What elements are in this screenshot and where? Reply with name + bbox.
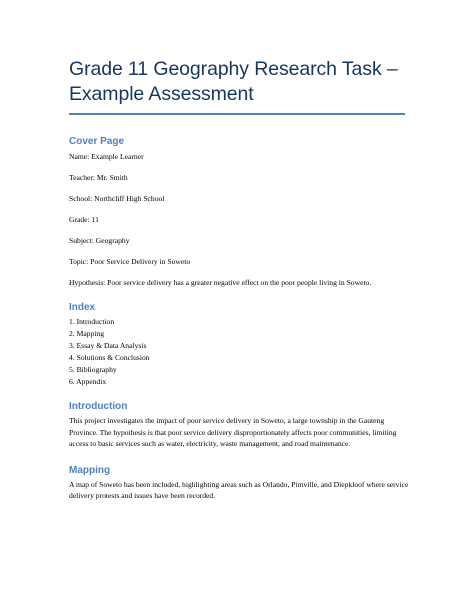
document-title xyxy=(69,57,409,107)
index-heading: Index xyxy=(69,302,96,313)
cover-hypothesis: Hypothesis: Poor service delivery has a greater negative effect on the poor people living in Soweto. xyxy=(69,278,372,287)
cover-page-heading: Cover Page xyxy=(69,136,125,147)
mapping-text: A map of Soweto has been included, highlighting areas such as Orlando, Pimville, and Diepkloof where service delivery protests and issues have been recorded. xyxy=(69,479,409,500)
introduction-text: This project investigates the impact of poor service delivery in Soweto, a large township in the Gauteng Province. The hypothesis is that poor service delivery disproportionately affects poor communities, limiting access to basic services such as water, electricity, waste management, and road maintenance. xyxy=(69,416,397,448)
cover-teacher: Teacher: Mr. Smith xyxy=(69,173,128,182)
cover-school: School: Northcliff High School xyxy=(69,194,165,203)
title-line-2: Example Assessment xyxy=(69,83,254,105)
index-list xyxy=(69,316,409,388)
cover-subject: Subject: Geography xyxy=(69,236,130,245)
title-line-1: Grade 11 Geography Research Task – xyxy=(69,58,398,80)
mapping-heading: Mapping xyxy=(69,464,111,476)
cover-grade: Grade: 11 xyxy=(69,215,99,224)
cover-name: Name: Example Learner xyxy=(69,152,144,161)
index-item: 5. Bibliography xyxy=(69,365,117,374)
title-underline xyxy=(69,113,405,115)
index-item: 1. Introduction xyxy=(69,317,115,326)
cover-topic: Topic: Poor Service Delivery in Soweto xyxy=(69,257,191,266)
document-content xyxy=(69,57,409,502)
index-item: 3. Essay & Data Analysis xyxy=(69,341,147,350)
index-item: 6. Appendix xyxy=(69,377,107,386)
index-item: 4. Solutions & Conclusion xyxy=(69,353,150,362)
index-item: 2. Mapping xyxy=(69,329,105,338)
introduction-heading: Introduction xyxy=(69,401,128,412)
